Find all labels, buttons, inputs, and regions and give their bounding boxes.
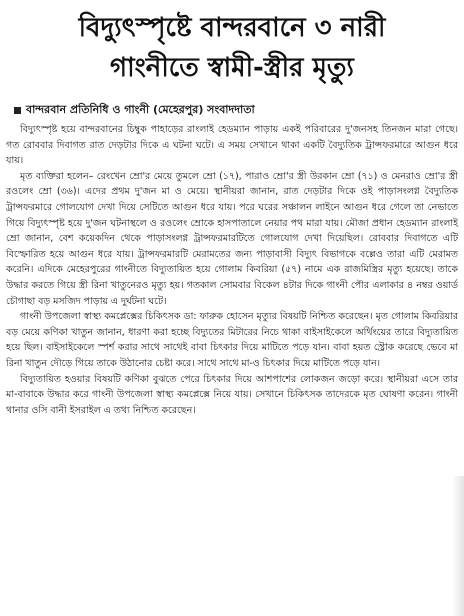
page-fold-shadow [452,476,464,616]
article-paragraph: বিদ্যুতায়িত হওয়ার বিষয়টি কণিকা বুঝতে পেরে চিৎকার দিয়ে আশপাশের লোকজন জড়ো করে। স্থানীয়রা এসে তার মা-বাবাকে উদ্ধার করে গাংনী উপজেলা স্বাস্থ্য কমপ্লেক্সে নিয়ে যায়। সেখানে চিকিৎসক তাদেরকে মৃত ঘোষণা করেন। গাংনী থানার ওসি বানী ইসরাইল এ তথ্য নিশ্চিত করেছেন। [6,373,458,416]
article-paragraph: গাংনী উপজেলা স্বাস্থ্য কমপ্লেক্সের চিকিৎসক ডা: ফারুক হোসেন মৃত্যুর বিষয়টি নিশ্চিত করেছেন। মৃত গোলাম কিবরিয়ার বড় মেয়ে কণিকা খাতুন জানান, ধারণা করা হচ্ছে বিদ্যুতের মিটারের নিচে থাকা বাইসাইকেলে অর্থিংয়ের তারে বিদ্যুতায়িত হয়ে ছিল। বাইসাইকেলে স্পর্শ করার সাথে সাথেই বাবা চিৎকার দিয়ে মাটিতে পড়ে যান। বাবা হয়ত স্ট্রোক করেছে ভেবে মা রিনা খাতুন দৌড়ে গিয়ে তাকে উঠানোর চেষ্টা করে। সাথে সাথে মা-ও চিৎকার দিয়ে মাটিতে পড়ে যান। [6,311,458,369]
article-paragraph: মৃত ব্যক্তিরা হলেন– রেংখেন ম্রো'র মেয়ে তুমলে ম্রো (১৭), পারাও ম্রো'র স্ত্রী উরকান ম্রো (৭১) ও মেনরাও ম্রো'র স্ত্রী রওলেং ম্রো (৩৬)। এদের প্রথম দু'জন মা ও মেয়ে। স্থানীয়রা জানান, রাত দেড়টার দিকে ওই পাড়াসংলগ্ন বৈদ্যুতিক ট্রান্সফরমারে গোলযোগ দেখা দিয়ে সেটিতে আগুন ধরে যায়। পরে ঘরের সঞ্চালন লাইনে আগুন ধরে গেলে তা নেভাতে গিয়ে বিদ্যুৎস্পৃষ্ট হয়ে দু'জন ঘটনাস্থলে ও রওলেং ম্রোকে হাসপাতালে নেয়ার পথ মারা যায়। মৌজা প্রধান হেডম্যান রাংলাই ম্রো জানান, বেশ কয়েকদিন থেকে পাড়াসংলগ্ন ট্রান্সফরমারটিতে গোলযোগ দেখা দিয়েছিল। রোববার দিবাগতে এটি বিস্ফোরিত হয়ে আগুন ধরে যায়। ট্রান্সফরমারটি মেরামতের জন্য পাড়াবাসী বিদ্যুৎ বিভাগকে বল্লেও তারা এটি মেরামত করেনি। এদিকে মেহেরপুরের গাংনীতে বিদ্যুতায়িত হয়ে গোলাম কিবরিয়া (৫৭) নামে এক রাজমিস্ত্রির মৃত্যু হয়েছে। তাকে উদ্ধার করতে গিয়ে স্ত্রী রিনা খাতুনেরও মৃত্যু হয়। গতকাল সোমবার বিকেল ৪টার দিকে গাংনী পৌর এলাকার ৪ নম্বর ওয়ার্ড চৌগাছা বড় মসজিদ পাড়ায় এ দুর্ঘটনা ঘটে। [6,170,458,307]
square-bullet-icon [14,107,21,114]
byline-text: বান্দরবান প্রতিনিধি ও গাংনী (মেহেরপুর) সংবাদদাতা [26,103,255,116]
byline [6,102,458,118]
headline [6,0,458,88]
article-body [6,122,458,418]
headline-line-1: বিদ্যুৎস্পৃষ্টে বান্দরবানে ৩ নারী [78,13,386,43]
headline-line-2: গাংনীতে স্বামী-স্ত্রীর মৃত্যু [110,53,354,83]
article-paragraph: বিদ্যুৎস্পৃষ্ট হয়ে বান্দরবানের চিম্বুক পাহাড়ের রাংলাই হেডম্যান পাড়ায় একই পরিবারের দু'জনসহ তিনজন মারা গেছে। গত রোববার দিবাগত রাত দেড়টার দিকে এ ঘটনা ঘটে। এ সময় সেখানে থাকা একটি বৈদ্যুতিক ট্রান্সফরমারে আগুন ধরে যায়। [6,124,458,167]
